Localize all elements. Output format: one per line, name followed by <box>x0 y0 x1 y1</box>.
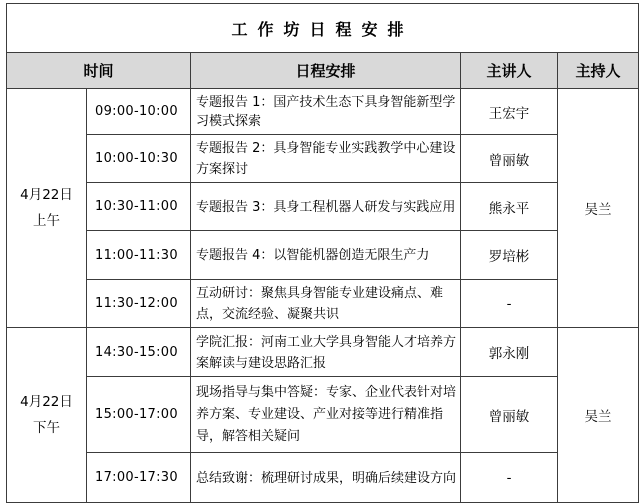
agenda-item: 现场指导与集中答疑：专家、企业代表针对培养方案、专业建设、产业对接等进行精准指导，解答相关疑问 <box>191 377 461 453</box>
speaker-cell: 罗培彬 <box>461 231 558 280</box>
agenda-item: 专题报告 4：以智能机器创造无限生产力 <box>191 231 461 280</box>
table-row <box>7 231 639 280</box>
morning-date-cell <box>7 89 87 328</box>
time-cell: 17:00-17:30 <box>87 453 191 503</box>
schedule-table <box>6 3 639 503</box>
time-cell: 11:00-11:30 <box>87 231 191 280</box>
agenda-item: 专题报告 3：具身工程机器人研发与实践应用 <box>191 183 461 231</box>
speaker-cell: 曾丽敏 <box>461 377 558 453</box>
table-row <box>7 377 639 453</box>
header-host: 主持人 <box>558 53 639 89</box>
header-time: 时间 <box>7 53 191 89</box>
morning-period: 上午 <box>33 213 60 229</box>
time-cell: 15:00-17:00 <box>87 377 191 453</box>
speaker-cell: - <box>461 280 558 328</box>
table-row <box>7 183 639 231</box>
time-cell: 10:00-10:30 <box>87 135 191 183</box>
table-row <box>7 328 639 377</box>
table-row <box>7 280 639 328</box>
agenda-item: 专题报告 1：国产技术生态下具身智能新型学习模式探索 <box>191 89 461 135</box>
afternoon-host: 吴兰 <box>558 328 639 503</box>
speaker-cell: 曾丽敏 <box>461 135 558 183</box>
agenda-item: 互动研讨：聚焦具身智能专业建设痛点、难点，交流经验、凝聚共识 <box>191 280 461 328</box>
header-speaker: 主讲人 <box>461 53 558 89</box>
agenda-item: 专题报告 2：具身智能专业实践教学中心建设方案探讨 <box>191 135 461 183</box>
agenda-item: 学院汇报：河南工业大学具身智能人才培养方案解读与建设思路汇报 <box>191 328 461 377</box>
time-cell: 10:30-11:00 <box>87 183 191 231</box>
table-row <box>7 135 639 183</box>
table-row <box>7 89 639 135</box>
table-title: 工作坊日程安排 <box>7 4 639 53</box>
speaker-cell: 郭永刚 <box>461 328 558 377</box>
afternoon-date-cell <box>7 328 87 503</box>
speaker-cell: 王宏宇 <box>461 89 558 135</box>
afternoon-date: 4月22日 <box>20 394 73 410</box>
speaker-cell: - <box>461 453 558 503</box>
time-cell: 09:00-10:00 <box>87 89 191 135</box>
agenda-item: 总结致谢：梳理研讨成果，明确后续建设方向 <box>191 453 461 503</box>
time-cell: 14:30-15:00 <box>87 328 191 377</box>
morning-date: 4月22日 <box>20 187 73 203</box>
afternoon-period: 下午 <box>33 420 60 436</box>
table-row <box>7 453 639 503</box>
time-cell: 11:30-12:00 <box>87 280 191 328</box>
header-schedule: 日程安排 <box>191 53 461 89</box>
morning-host: 吴兰 <box>558 89 639 328</box>
speaker-cell: 熊永平 <box>461 183 558 231</box>
